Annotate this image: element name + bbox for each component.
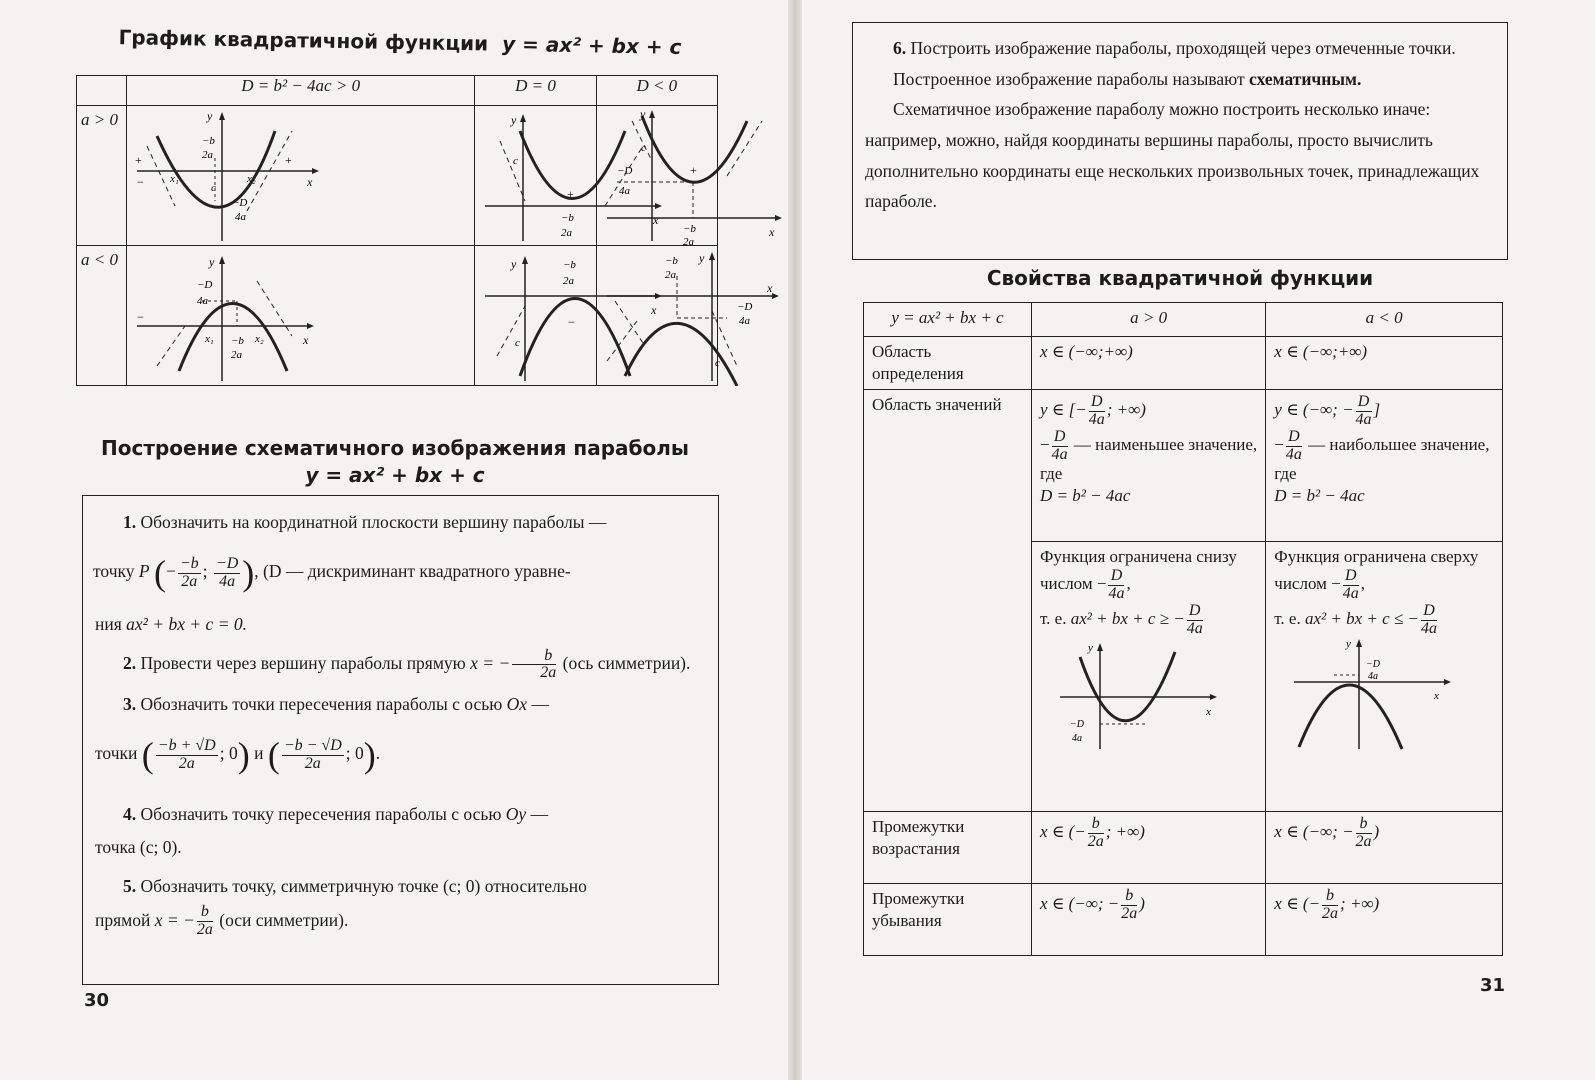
svg-text:y: y [1346,638,1352,651]
neg-b-label: −b [561,212,575,224]
four-a-label: 4a [235,211,246,223]
step-1: 1. Обозначить на координатной плоскости вершину параболы — [123,512,607,532]
y-label: y [209,255,215,269]
x-label: x [766,281,772,295]
neg-d-label: −D [232,197,248,209]
plus-sign: + [285,153,292,167]
domain-pos: x ∈ (−∞;+∞) [1032,337,1266,390]
page-number-left: 30 [84,990,110,1011]
y-label: y [207,109,213,123]
svg-text:x: x [1206,706,1211,719]
svg-text:x: x [1434,690,1440,703]
row-label-a-positive: a > 0 [77,106,127,246]
plus-sign: + [689,163,697,177]
c-label: c [211,182,216,194]
minus-sign: − [137,310,144,324]
neg-d-label: −D [197,279,213,291]
minus-sign: − [137,175,144,189]
bound-pos: Функция ограничена снизу числом − $\frac{D}{4a}$ , т. е. ax² + bx + c ≥ − $\frac{D}{4a}$ x y −D 4a [1032,542,1266,812]
graph-a-neg-d-pos [127,246,475,386]
y-label: y [511,257,517,271]
svg-text:4a: 4a [1368,671,1379,683]
domain-neg: x ∈ (−∞;+∞) [1266,337,1503,390]
decrease-pos: x ∈ (−∞; − $\frac{b}{2a}$ ) [1032,884,1266,956]
props-head-a-neg: a < 0 [1266,303,1503,337]
x2-label: x₂ [247,173,256,185]
header-d-negative: D < 0 [596,76,717,106]
x2-label: x₂ [255,333,264,345]
svg-text:−D: −D [1070,719,1084,731]
svg-text:4a: 4a [1072,733,1082,745]
four-a-label: 4a [197,295,208,307]
y-label: y [698,251,704,265]
c-label: c [515,337,521,349]
four-a-label: 4a [738,315,750,327]
y-label: y [639,107,645,121]
props-head-function: y = ax² + bx + c [864,303,1032,337]
neg-b-label: −b [664,255,678,267]
construction-title: Построение схематичного изображения параболы y = ax² + bx + c [101,436,689,487]
neg-b-label: −b [682,223,696,235]
c-label: c [513,155,519,167]
two-a-label: 2a [682,236,694,246]
properties-table [863,302,1503,956]
domain-label: Область определения [864,337,1032,390]
svg-text:−D: −D [1366,659,1381,671]
graph-a-neg-d-zero [475,246,657,386]
row-label-a-negative: a < 0 [77,246,127,386]
x-label: x [651,303,657,317]
neg-b-label: −b [202,135,215,147]
plus-sign: + [567,187,575,201]
x1-label: x₁ [170,173,179,185]
c-label: c [640,142,646,154]
range-neg: y ∈ (−∞; − $\frac{D}{4a}$ ] − $\frac{D}{4a}$ — наибольшее значение, где D = b² − 4ac [1266,390,1503,542]
x-label: x [307,175,313,189]
x1-label: x₁ [205,333,214,345]
max-parabola-graph [1274,637,1454,752]
step-6-box: 6. Построить изображение параболы, проходящей через отмеченные точки. Построенное изображение параболы называют схематичным. Схематичное изображение параболу можно построить несколько иначе: например, можно, найдя координаты вершины параболы, просто вычислить дополнительно координаты еще нескольких произвольных точек, принадлежащих параболе. [852,22,1508,260]
x-label: x [653,213,659,227]
graph-a-neg-d-neg [596,246,772,386]
page-number-right: 31 [1480,975,1506,996]
step-4: 4. Обозначить точку пересечения параболы с осью Oy — [123,803,549,824]
y-label: y [511,113,517,127]
graph-a-pos-d-neg [596,106,774,246]
svg-text:y: y [1088,642,1093,655]
x-label: x [768,225,774,239]
two-a-label: 2a [664,269,676,281]
bound-neg: Функция ограничена сверху числом − $\frac{D}{4a}$ , т. е. ax² + bx + c ≤ − $\frac{D}{4a}$ x y −D 4a [1266,542,1503,812]
header-d-positive: D = b² − 4ac > 0 [127,76,475,106]
x-label: x [303,333,309,347]
graph-a-pos-d-pos [127,106,475,246]
range-label: Область значений [864,390,1032,812]
plus-sign: + [135,153,142,167]
decrease-label: Промежутки убывания [864,884,1032,956]
properties-title: Свойства квадратичной функции [986,266,1374,290]
neg-d-label: −D [736,301,753,313]
step-2: 2. Провести через вершину параболы прямую x = − $\frac{b}{2a}$ (ось симметрии). [123,646,691,682]
range-pos: y ∈ [− $\frac{D}{4a}$ ; +∞) − $\frac{D}{4a}$ — наименьшее значение, где D = b² − 4ac [1032,390,1266,542]
c-label: c [714,357,720,369]
increase-pos: x ∈ (− $\frac{b}{2a}$ ; +∞) [1032,812,1266,884]
neg-d-label: −D [616,165,633,177]
neg-b-label: −b [563,259,577,271]
neg-b-label: −b [231,335,244,347]
increase-label: Промежутки возрастания [864,812,1032,884]
two-a-label: 2a [231,349,242,361]
step-3: 3. Обозначить точки пересечения параболы с осью Ox — [123,694,549,715]
four-a-label: 4a [618,185,630,197]
props-head-a-pos: a > 0 [1032,303,1266,337]
decrease-neg: x ∈ (− $\frac{b}{2a}$ ; +∞) [1266,884,1503,956]
min-parabola-graph [1040,637,1220,752]
graph-table [76,75,774,386]
step-5: 5. Обозначить точку, симметричную точке (c; 0) относительно [123,876,587,897]
construction-steps-box: 1. Обозначить на координатной плоскости вершину параболы — точку P (− $\frac{-b}{2a}$ ; $\frac{-D}{4a}$ ), (D — дискриминант квадратного уравне- ния ax² + bx + c = 0. 2. Провести через вершину параболы прямую x = − $\frac{b}{2a}$ (ось симметрии). 3. Обозначить точки пересечения параболы с осью Ox — точки ( $\frac{-b + √D}{2a}$ ; 0) и ( $\frac{-b - √D}{2a}$ ; 0). 4. Обозначить точку пересечения параболы с осью Oy — точка (c; 0). 5. Обозначить точку, симметричную точке (c; 0) относительно прямой x = − $\frac{b}{2a}$ (оси симметрии). [82,495,719,985]
two-a-label: 2a [202,149,213,161]
minus-sign: − [568,315,576,329]
increase-neg: x ∈ (−∞; − $\frac{b}{2a}$ ) [1266,812,1503,884]
two-a-label: 2a [563,275,575,287]
graph-title: График квадратичной функции y = ax² + bx + c [118,25,682,59]
two-a-label: 2a [561,227,573,239]
header-d-zero: D = 0 [475,76,596,106]
